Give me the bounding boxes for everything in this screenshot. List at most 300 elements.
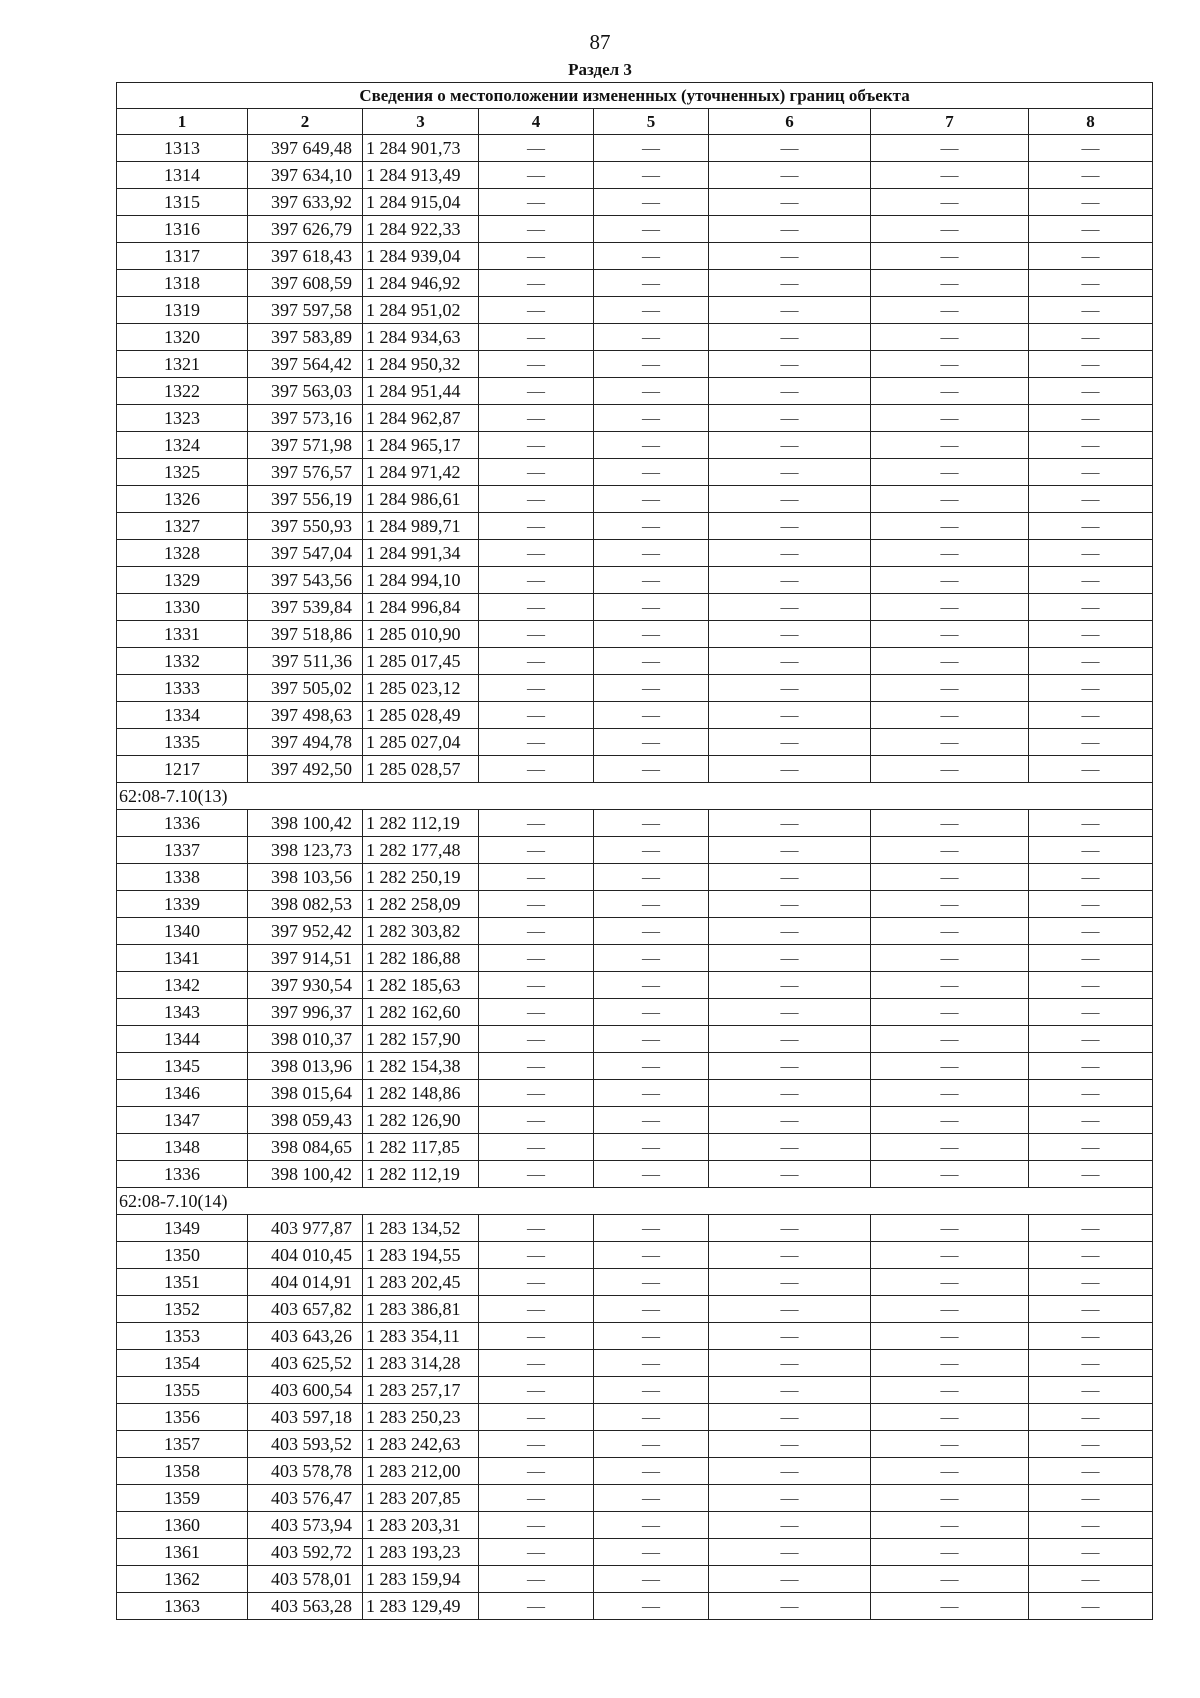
empty-value-cell: — (479, 1323, 594, 1350)
x-coordinate-cell: 397 498,63 (248, 702, 363, 729)
y-coordinate-cell: 1 284 986,61 (363, 486, 479, 513)
y-coordinate-cell: 1 282 258,09 (363, 891, 479, 918)
empty-value-cell: — (709, 432, 871, 459)
empty-value-cell: — (871, 1053, 1029, 1080)
table-row (117, 1377, 1153, 1404)
table-row (117, 810, 1153, 837)
x-coordinate-cell: 398 100,42 (248, 810, 363, 837)
point-number-cell: 1340 (117, 918, 248, 945)
empty-value-cell: — (871, 729, 1029, 756)
table-row (117, 837, 1153, 864)
empty-value-cell: — (1029, 243, 1153, 270)
empty-value-cell: — (1029, 189, 1153, 216)
empty-value-cell: — (871, 1215, 1029, 1242)
empty-value-cell: — (709, 567, 871, 594)
empty-value-cell: — (871, 918, 1029, 945)
x-coordinate-cell: 403 657,82 (248, 1296, 363, 1323)
empty-value-cell: — (709, 729, 871, 756)
empty-value-cell: — (479, 810, 594, 837)
empty-value-cell: — (709, 405, 871, 432)
y-coordinate-cell: 1 284 913,49 (363, 162, 479, 189)
table-row (117, 459, 1153, 486)
empty-value-cell: — (871, 945, 1029, 972)
y-coordinate-cell: 1 283 257,17 (363, 1377, 479, 1404)
column-number: 7 (871, 109, 1029, 135)
empty-value-cell: — (709, 648, 871, 675)
column-number: 5 (594, 109, 709, 135)
empty-value-cell: — (1029, 810, 1153, 837)
empty-value-cell: — (1029, 999, 1153, 1026)
empty-value-cell: — (1029, 405, 1153, 432)
y-coordinate-cell: 1 283 202,45 (363, 1269, 479, 1296)
empty-value-cell: — (709, 1593, 871, 1620)
y-coordinate-cell: 1 282 117,85 (363, 1134, 479, 1161)
table-row (117, 918, 1153, 945)
point-number-cell: 1336 (117, 810, 248, 837)
x-coordinate-cell: 398 082,53 (248, 891, 363, 918)
point-number-cell: 1347 (117, 1107, 248, 1134)
empty-value-cell: — (479, 1215, 594, 1242)
x-coordinate-cell: 398 123,73 (248, 837, 363, 864)
point-number-cell: 1358 (117, 1458, 248, 1485)
point-number-cell: 1321 (117, 351, 248, 378)
column-number: 6 (709, 109, 871, 135)
empty-value-cell: — (479, 1269, 594, 1296)
x-coordinate-cell: 397 563,03 (248, 378, 363, 405)
y-coordinate-cell: 1 284 901,73 (363, 135, 479, 162)
page-number: 87 (589, 30, 611, 54)
point-number-cell: 1320 (117, 324, 248, 351)
y-coordinate-cell: 1 284 951,02 (363, 297, 479, 324)
table-row (117, 1296, 1153, 1323)
empty-value-cell: — (479, 999, 594, 1026)
empty-value-cell: — (479, 1485, 594, 1512)
y-coordinate-cell: 1 283 250,23 (363, 1404, 479, 1431)
empty-value-cell: — (709, 540, 871, 567)
empty-value-cell: — (709, 972, 871, 999)
empty-value-cell: — (1029, 1296, 1153, 1323)
empty-value-cell: — (871, 1269, 1029, 1296)
y-coordinate-cell: 1 284 939,04 (363, 243, 479, 270)
x-coordinate-cell: 403 600,54 (248, 1377, 363, 1404)
empty-value-cell: — (479, 1539, 594, 1566)
empty-value-cell: — (871, 1296, 1029, 1323)
table-row (117, 621, 1153, 648)
table-row (117, 162, 1153, 189)
table-row (117, 675, 1153, 702)
x-coordinate-cell: 397 518,86 (248, 621, 363, 648)
table-row (117, 702, 1153, 729)
empty-value-cell: — (479, 405, 594, 432)
point-number-cell: 1325 (117, 459, 248, 486)
empty-value-cell: — (479, 1431, 594, 1458)
empty-value-cell: — (594, 1053, 709, 1080)
y-coordinate-cell: 1 284 971,42 (363, 459, 479, 486)
x-coordinate-cell: 397 597,58 (248, 297, 363, 324)
empty-value-cell: — (871, 540, 1029, 567)
empty-value-cell: — (594, 648, 709, 675)
empty-value-cell: — (1029, 432, 1153, 459)
y-coordinate-cell: 1 283 212,00 (363, 1458, 479, 1485)
empty-value-cell: — (479, 1134, 594, 1161)
empty-value-cell: — (1029, 324, 1153, 351)
empty-value-cell: — (594, 1323, 709, 1350)
y-coordinate-cell: 1 284 991,34 (363, 540, 479, 567)
empty-value-cell: — (871, 486, 1029, 513)
empty-value-cell: — (709, 1242, 871, 1269)
y-coordinate-cell: 1 283 242,63 (363, 1431, 479, 1458)
y-coordinate-cell: 1 285 028,57 (363, 756, 479, 783)
empty-value-cell: — (1029, 1161, 1153, 1188)
point-number-cell: 1359 (117, 1485, 248, 1512)
empty-value-cell: — (871, 1566, 1029, 1593)
x-coordinate-cell: 403 643,26 (248, 1323, 363, 1350)
empty-value-cell: — (479, 270, 594, 297)
empty-value-cell: — (479, 1080, 594, 1107)
table-row (117, 1215, 1153, 1242)
point-number-cell: 1326 (117, 486, 248, 513)
section-title: Раздел 3 (568, 60, 632, 79)
empty-value-cell: — (479, 1161, 594, 1188)
empty-value-cell: — (709, 999, 871, 1026)
empty-value-cell: — (709, 918, 871, 945)
empty-value-cell: — (594, 432, 709, 459)
x-coordinate-cell: 397 930,54 (248, 972, 363, 999)
y-coordinate-cell: 1 283 134,52 (363, 1215, 479, 1242)
empty-value-cell: — (1029, 351, 1153, 378)
empty-value-cell: — (479, 1458, 594, 1485)
empty-value-cell: — (709, 1080, 871, 1107)
empty-value-cell: — (871, 837, 1029, 864)
point-number-cell: 1361 (117, 1539, 248, 1566)
empty-value-cell: — (871, 675, 1029, 702)
empty-value-cell: — (871, 567, 1029, 594)
empty-value-cell: — (479, 1512, 594, 1539)
empty-value-cell: — (709, 135, 871, 162)
point-number-cell: 1317 (117, 243, 248, 270)
empty-value-cell: — (594, 567, 709, 594)
empty-value-cell: — (594, 243, 709, 270)
empty-value-cell: — (871, 243, 1029, 270)
y-coordinate-cell: 1 283 129,49 (363, 1593, 479, 1620)
empty-value-cell: — (594, 1377, 709, 1404)
point-number-cell: 1329 (117, 567, 248, 594)
empty-value-cell: — (871, 1134, 1029, 1161)
empty-value-cell: — (1029, 270, 1153, 297)
table-row (117, 270, 1153, 297)
x-coordinate-cell: 397 996,37 (248, 999, 363, 1026)
column-number: 8 (1029, 109, 1153, 135)
x-coordinate-cell: 398 100,42 (248, 1161, 363, 1188)
empty-value-cell: — (871, 270, 1029, 297)
empty-value-cell: — (479, 1566, 594, 1593)
x-coordinate-cell: 397 634,10 (248, 162, 363, 189)
empty-value-cell: — (1029, 1593, 1153, 1620)
table-title: Сведения о местоположении измененных (уточненных) границ объекта (117, 83, 1153, 109)
empty-value-cell: — (1029, 945, 1153, 972)
empty-value-cell: — (594, 1242, 709, 1269)
empty-value-cell: — (1029, 1431, 1153, 1458)
empty-value-cell: — (1029, 675, 1153, 702)
empty-value-cell: — (709, 810, 871, 837)
x-coordinate-cell: 404 014,91 (248, 1269, 363, 1296)
y-coordinate-cell: 1 284 934,63 (363, 324, 479, 351)
empty-value-cell: — (594, 1215, 709, 1242)
table-row (117, 1323, 1153, 1350)
empty-value-cell: — (871, 1350, 1029, 1377)
empty-value-cell: — (1029, 540, 1153, 567)
table-row (117, 378, 1153, 405)
point-number-cell: 1363 (117, 1593, 248, 1620)
empty-value-cell: — (871, 162, 1029, 189)
point-number-cell: 1322 (117, 378, 248, 405)
empty-value-cell: — (709, 1269, 871, 1296)
table-row (117, 432, 1153, 459)
empty-value-cell: — (594, 594, 709, 621)
x-coordinate-cell: 403 578,01 (248, 1566, 363, 1593)
y-coordinate-cell: 1 285 017,45 (363, 648, 479, 675)
empty-value-cell: — (1029, 567, 1153, 594)
empty-value-cell: — (871, 891, 1029, 918)
empty-value-cell: — (594, 540, 709, 567)
empty-value-cell: — (709, 351, 871, 378)
empty-value-cell: — (479, 540, 594, 567)
empty-value-cell: — (871, 1539, 1029, 1566)
x-coordinate-cell: 403 573,94 (248, 1512, 363, 1539)
empty-value-cell: — (1029, 1107, 1153, 1134)
empty-value-cell: — (479, 1242, 594, 1269)
table-row (117, 1026, 1153, 1053)
empty-value-cell: — (479, 648, 594, 675)
y-coordinate-cell: 1 282 250,19 (363, 864, 479, 891)
x-coordinate-cell: 403 578,78 (248, 1458, 363, 1485)
empty-value-cell: — (709, 891, 871, 918)
y-coordinate-cell: 1 285 010,90 (363, 621, 479, 648)
table-row (117, 1485, 1153, 1512)
point-number-cell: 1339 (117, 891, 248, 918)
empty-value-cell: — (1029, 1512, 1153, 1539)
y-coordinate-cell: 1 283 159,94 (363, 1566, 479, 1593)
x-coordinate-cell: 398 015,64 (248, 1080, 363, 1107)
x-coordinate-cell: 397 511,36 (248, 648, 363, 675)
empty-value-cell: — (479, 594, 594, 621)
empty-value-cell: — (709, 513, 871, 540)
table-row (117, 648, 1153, 675)
column-number: 3 (363, 109, 479, 135)
empty-value-cell: — (871, 351, 1029, 378)
empty-value-cell: — (871, 405, 1029, 432)
point-number-cell: 1323 (117, 405, 248, 432)
y-coordinate-cell: 1 282 186,88 (363, 945, 479, 972)
empty-value-cell: — (594, 1026, 709, 1053)
empty-value-cell: — (479, 1053, 594, 1080)
empty-value-cell: — (871, 702, 1029, 729)
empty-value-cell: — (479, 972, 594, 999)
point-number-cell: 1314 (117, 162, 248, 189)
table-row (117, 1539, 1153, 1566)
empty-value-cell: — (709, 1134, 871, 1161)
x-coordinate-cell: 397 573,16 (248, 405, 363, 432)
empty-value-cell: — (871, 648, 1029, 675)
empty-value-cell: — (709, 1485, 871, 1512)
empty-value-cell: — (479, 216, 594, 243)
column-number-row (117, 109, 1153, 135)
empty-value-cell: — (871, 1080, 1029, 1107)
y-coordinate-cell: 1 284 922,33 (363, 216, 479, 243)
y-coordinate-cell: 1 284 946,92 (363, 270, 479, 297)
empty-value-cell: — (709, 270, 871, 297)
y-coordinate-cell: 1 282 112,19 (363, 1161, 479, 1188)
table-row (117, 405, 1153, 432)
x-coordinate-cell: 397 571,98 (248, 432, 363, 459)
empty-value-cell: — (594, 810, 709, 837)
x-coordinate-cell: 403 593,52 (248, 1431, 363, 1458)
y-coordinate-cell: 1 284 996,84 (363, 594, 479, 621)
empty-value-cell: — (594, 135, 709, 162)
point-number-cell: 1353 (117, 1323, 248, 1350)
empty-value-cell: — (709, 621, 871, 648)
empty-value-cell: — (871, 756, 1029, 783)
empty-value-cell: — (1029, 378, 1153, 405)
table-row (117, 1350, 1153, 1377)
empty-value-cell: — (1029, 1053, 1153, 1080)
empty-value-cell: — (709, 486, 871, 513)
point-number-cell: 1356 (117, 1404, 248, 1431)
empty-value-cell: — (709, 756, 871, 783)
empty-value-cell: — (709, 1107, 871, 1134)
empty-value-cell: — (1029, 162, 1153, 189)
x-coordinate-cell: 397 547,04 (248, 540, 363, 567)
empty-value-cell: — (594, 1458, 709, 1485)
empty-value-cell: — (479, 756, 594, 783)
x-coordinate-cell: 403 977,87 (248, 1215, 363, 1242)
table-row (117, 1512, 1153, 1539)
empty-value-cell: — (594, 459, 709, 486)
x-coordinate-cell: 398 010,37 (248, 1026, 363, 1053)
empty-value-cell: — (594, 918, 709, 945)
empty-value-cell: — (479, 459, 594, 486)
point-number-cell: 1334 (117, 702, 248, 729)
empty-value-cell: — (594, 1269, 709, 1296)
empty-value-cell: — (479, 351, 594, 378)
empty-value-cell: — (709, 243, 871, 270)
y-coordinate-cell: 1 282 185,63 (363, 972, 479, 999)
empty-value-cell: — (709, 1377, 871, 1404)
table-row (117, 1593, 1153, 1620)
empty-value-cell: — (709, 1404, 871, 1431)
point-number-cell: 1350 (117, 1242, 248, 1269)
table-row (117, 1566, 1153, 1593)
point-number-cell: 1345 (117, 1053, 248, 1080)
table-row (117, 1053, 1153, 1080)
empty-value-cell: — (479, 891, 594, 918)
empty-value-cell: — (479, 864, 594, 891)
boundary-coordinates-table (116, 82, 1153, 1620)
table-row (117, 1080, 1153, 1107)
empty-value-cell: — (1029, 1242, 1153, 1269)
empty-value-cell: — (871, 1377, 1029, 1404)
empty-value-cell: — (594, 486, 709, 513)
empty-value-cell: — (1029, 702, 1153, 729)
point-number-cell: 1343 (117, 999, 248, 1026)
point-number-cell: 1316 (117, 216, 248, 243)
x-coordinate-cell: 403 597,18 (248, 1404, 363, 1431)
empty-value-cell: — (871, 1485, 1029, 1512)
empty-value-cell: — (1029, 1134, 1153, 1161)
x-coordinate-cell: 398 103,56 (248, 864, 363, 891)
table-row (117, 999, 1153, 1026)
empty-value-cell: — (594, 1431, 709, 1458)
empty-value-cell: — (709, 1296, 871, 1323)
empty-value-cell: — (871, 1512, 1029, 1539)
y-coordinate-cell: 1 284 950,32 (363, 351, 479, 378)
empty-value-cell: — (1029, 135, 1153, 162)
table-row (117, 1269, 1153, 1296)
x-coordinate-cell: 397 556,19 (248, 486, 363, 513)
x-coordinate-cell: 397 633,92 (248, 189, 363, 216)
empty-value-cell: — (479, 729, 594, 756)
empty-value-cell: — (1029, 1323, 1153, 1350)
empty-value-cell: — (1029, 648, 1153, 675)
empty-value-cell: — (871, 324, 1029, 351)
empty-value-cell: — (479, 1593, 594, 1620)
empty-value-cell: — (479, 378, 594, 405)
empty-value-cell: — (594, 1107, 709, 1134)
point-number-cell: 1351 (117, 1269, 248, 1296)
table-row (117, 864, 1153, 891)
x-coordinate-cell: 397 952,42 (248, 918, 363, 945)
group-header-row (117, 783, 1153, 810)
empty-value-cell: — (479, 297, 594, 324)
empty-value-cell: — (1029, 756, 1153, 783)
empty-value-cell: — (479, 243, 594, 270)
empty-value-cell: — (709, 1458, 871, 1485)
y-coordinate-cell: 1 282 303,82 (363, 918, 479, 945)
empty-value-cell: — (709, 1053, 871, 1080)
empty-value-cell: — (594, 621, 709, 648)
empty-value-cell: — (1029, 513, 1153, 540)
empty-value-cell: — (709, 702, 871, 729)
x-coordinate-cell: 397 914,51 (248, 945, 363, 972)
point-number-cell: 1313 (117, 135, 248, 162)
table-row (117, 1107, 1153, 1134)
y-coordinate-cell: 1 284 994,10 (363, 567, 479, 594)
point-number-cell: 1315 (117, 189, 248, 216)
table-row (117, 297, 1153, 324)
empty-value-cell: — (479, 918, 594, 945)
empty-value-cell: — (1029, 1350, 1153, 1377)
empty-value-cell: — (709, 837, 871, 864)
empty-value-cell: — (709, 459, 871, 486)
point-number-cell: 1337 (117, 837, 248, 864)
table-row (117, 567, 1153, 594)
empty-value-cell: — (594, 702, 709, 729)
empty-value-cell: — (1029, 1539, 1153, 1566)
empty-value-cell: — (479, 432, 594, 459)
y-coordinate-cell: 1 283 207,85 (363, 1485, 479, 1512)
point-number-cell: 1348 (117, 1134, 248, 1161)
y-coordinate-cell: 1 285 023,12 (363, 675, 479, 702)
empty-value-cell: — (479, 162, 594, 189)
x-coordinate-cell: 397 649,48 (248, 135, 363, 162)
empty-value-cell: — (479, 837, 594, 864)
empty-value-cell: — (1029, 918, 1153, 945)
point-number-cell: 1319 (117, 297, 248, 324)
empty-value-cell: — (594, 1593, 709, 1620)
group-header-row (117, 1188, 1153, 1215)
empty-value-cell: — (479, 567, 594, 594)
y-coordinate-cell: 1 284 915,04 (363, 189, 479, 216)
